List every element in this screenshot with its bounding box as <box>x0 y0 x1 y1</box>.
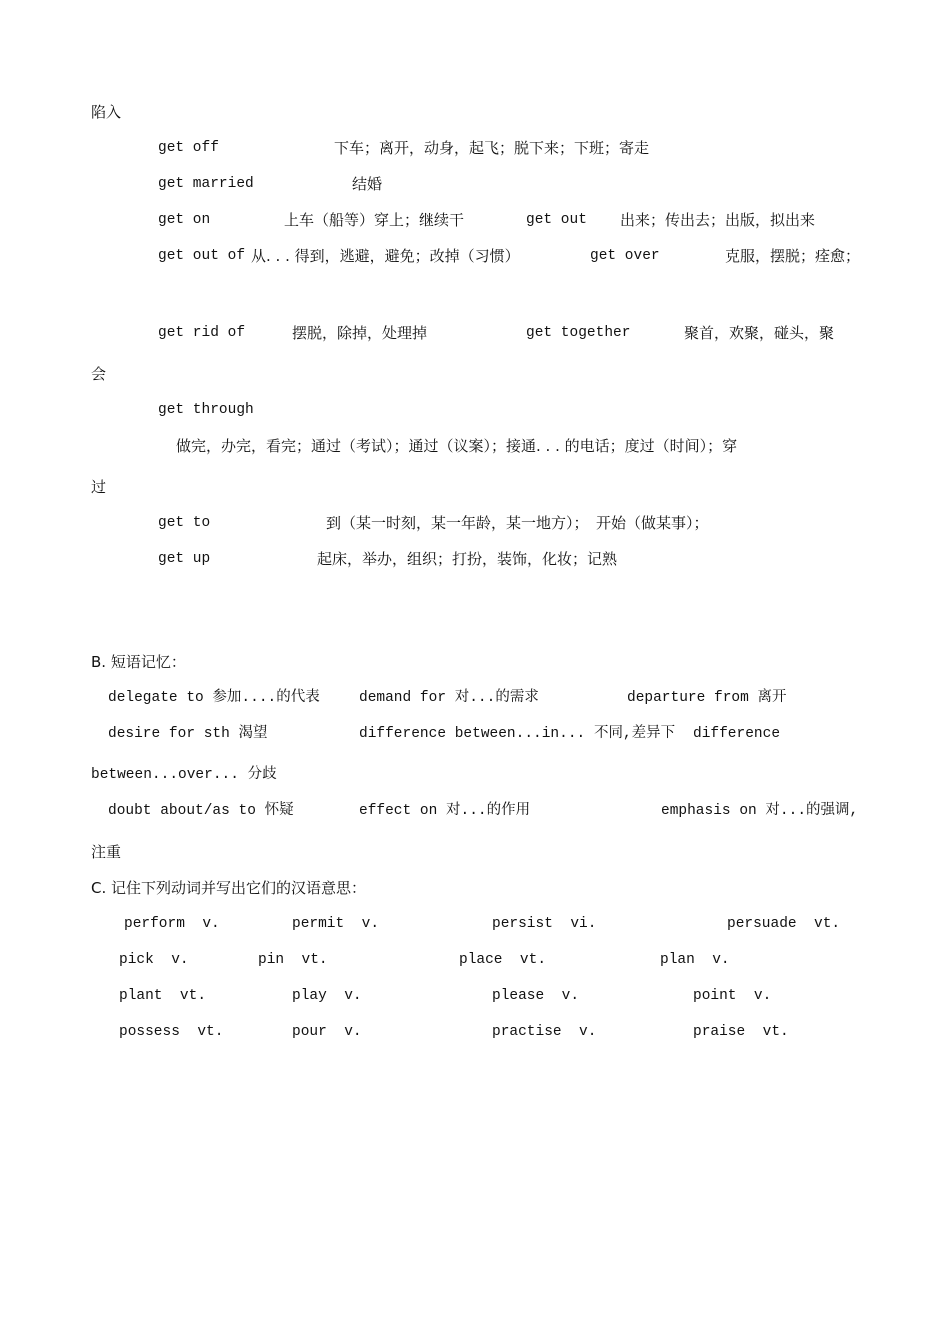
meaning-get-married: 结婚 <box>352 175 383 193</box>
meaning-get-out: 出来；传出去；出版，拟出来 <box>620 211 816 229</box>
verb-item: praise vt. <box>693 1024 789 1040</box>
verb-item: place vt. <box>459 952 547 968</box>
phrase-get-to: get to <box>158 515 211 531</box>
meaning-get-off: 下车；离开，动身，起飞；脱下来；下班；寄走 <box>334 139 650 157</box>
phrase-item-cont: between...over... 分歧 <box>91 767 277 783</box>
verb-item: please v. <box>492 988 580 1004</box>
section-c-heading: C. 记住下列动词并写出它们的汉语意思： <box>91 879 367 897</box>
phrase-get-up: get up <box>158 551 211 567</box>
verb-item: play v. <box>292 988 362 1004</box>
verb-item: pick v. <box>119 952 189 968</box>
phrase-item: doubt about/as to 怀疑 <box>108 803 294 819</box>
verb-item: plant vt. <box>119 988 207 1004</box>
meaning-get-together-cont: 会 <box>91 365 107 383</box>
phrase-get-over: get over <box>590 248 660 264</box>
phrase-item: desire for sth 渴望 <box>108 726 268 742</box>
phrase-item: effect on 对...的作用 <box>359 803 531 819</box>
phrase-item: difference <box>693 726 781 742</box>
section-b-heading: B. 短语记忆： <box>91 653 186 671</box>
meaning-get-together: 聚首，欢聚，碰头，聚 <box>684 324 835 342</box>
verb-item: plan v. <box>660 952 730 968</box>
phrase-get-off: get off <box>158 140 219 156</box>
phrase-get-married: get married <box>158 176 254 192</box>
meaning-get-up: 起床，举办，组织；打扮，装饰，化妆；记熟 <box>317 550 618 568</box>
verb-item: persuade vt. <box>727 916 841 932</box>
continued-text: 陷入 <box>91 103 122 121</box>
phrase-get-through: get through <box>158 402 254 418</box>
meaning-get-out-of: 从. . . 得到，逃避，避免；改掉（习惯） <box>251 247 520 265</box>
verb-item: perform v. <box>124 916 220 932</box>
verb-item: persist vi. <box>492 916 597 932</box>
meaning-get-rid-of: 摆脱，除掉，处理掉 <box>292 324 428 342</box>
phrase-get-rid-of: get rid of <box>158 325 246 341</box>
verb-item: pin vt. <box>258 952 328 968</box>
phrase-get-out: get out <box>526 212 587 228</box>
verb-item: permit v. <box>292 916 380 932</box>
phrase-get-out-of: get out of <box>158 248 246 264</box>
phrase-get-on: get on <box>158 212 211 228</box>
meaning-get-on: 上车（船等）穿上；继续干 <box>284 211 465 229</box>
phrase-item: demand for 对...的需求 <box>359 690 539 706</box>
meaning-get-over: 克服，摆脱；痊愈； <box>725 247 861 265</box>
phrase-item: emphasis on 对...的强调, <box>661 803 859 819</box>
verb-item: point v. <box>693 988 772 1004</box>
phrase-item: difference between...in... 不同,差异下 <box>359 726 676 742</box>
phrase-item-cont: 注重 <box>91 843 122 861</box>
verb-item: pour v. <box>292 1024 362 1040</box>
meaning-get-through: 做完，办完，看完；通过（考试）；通过（议案）；接通. . . 的电话；度过（时间）；穿 <box>176 437 738 455</box>
verb-item: practise v. <box>492 1024 597 1040</box>
verb-item: possess vt. <box>119 1024 224 1040</box>
phrase-item: delegate to 参加....的代表 <box>108 690 320 706</box>
meaning-get-to: 到（某一时刻，某一年龄，某一地方）； 开始（做某事）； <box>326 514 709 532</box>
phrase-get-together: get together <box>526 325 631 341</box>
meaning-get-through-cont: 过 <box>91 478 107 496</box>
phrase-item: departure from 离开 <box>627 690 787 706</box>
